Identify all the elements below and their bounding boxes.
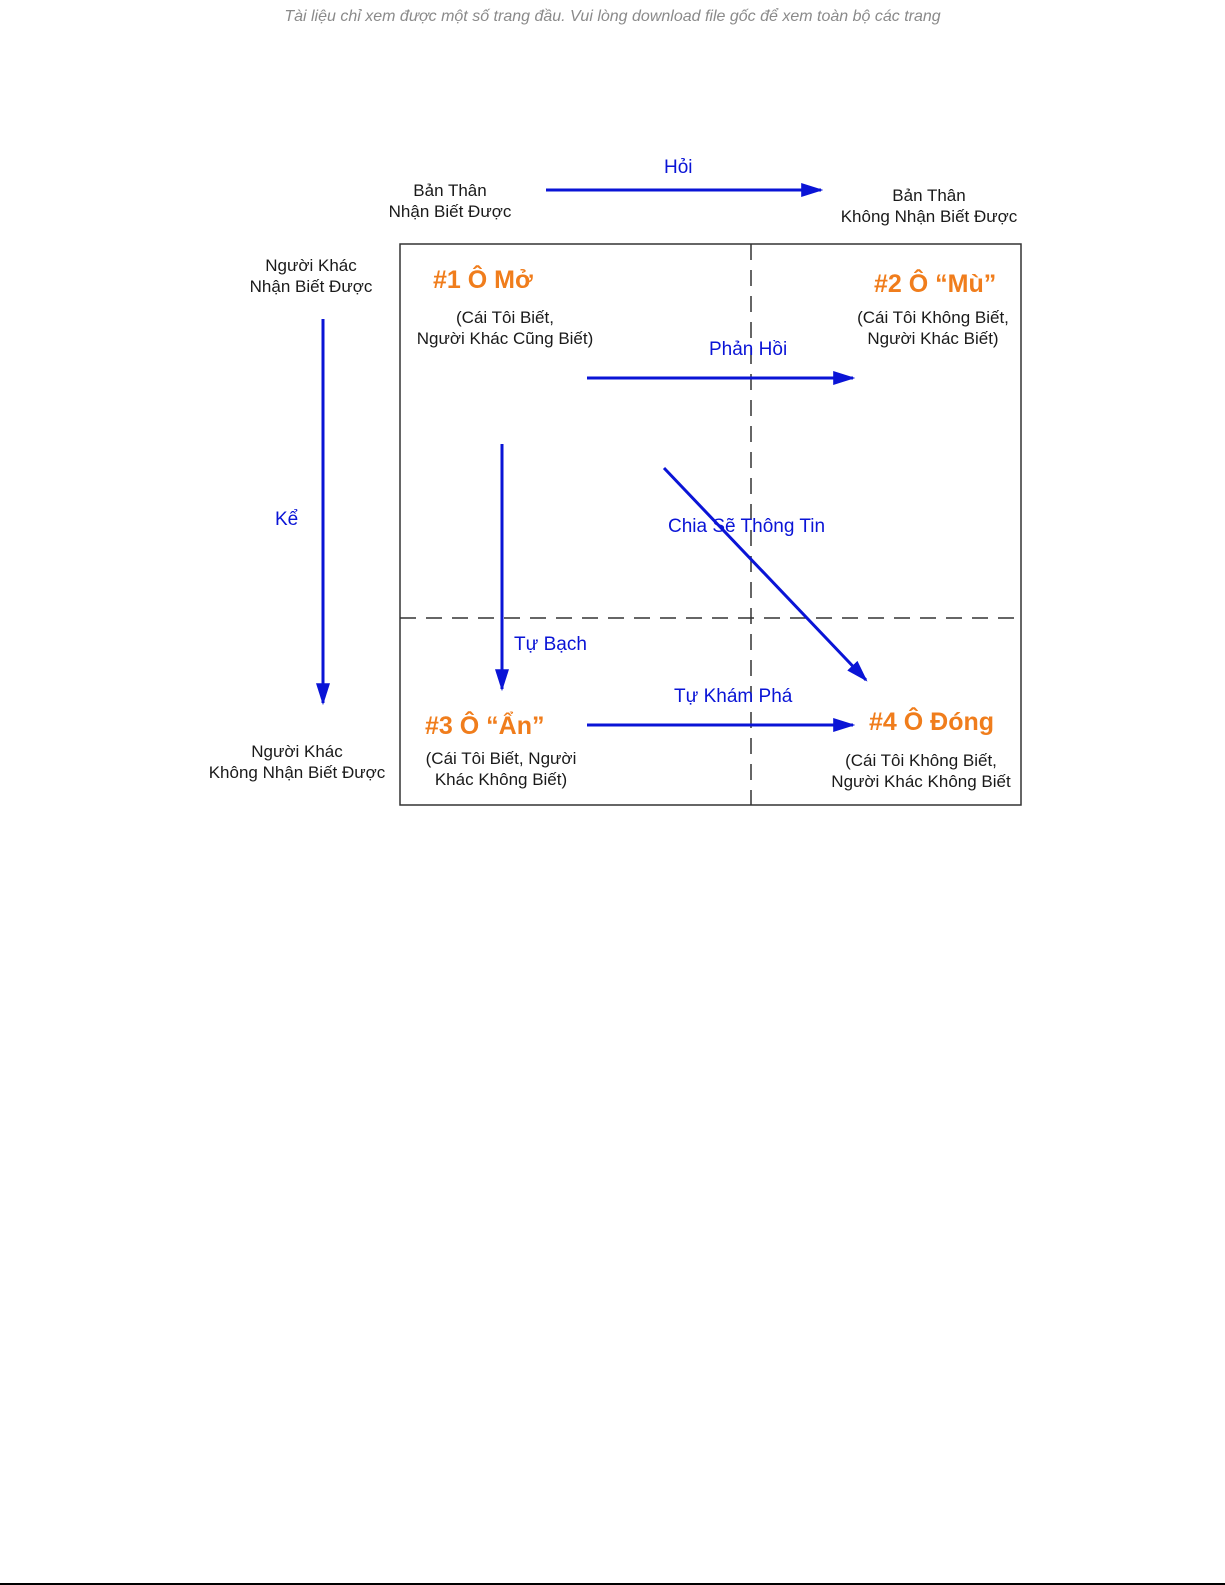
others-unknown-line2: Không Nhận Biết Được	[208, 763, 386, 782]
quadrant-3-desc-line2: Khác Không Biết)	[434, 770, 568, 789]
others-known-line2: Nhận Biết Được	[249, 277, 373, 296]
quadrant-2-desc-line1: (Cái Tôi Không Biết,	[857, 308, 1009, 327]
quadrant-1-desc-line2: Người Khác Cũng Biết)	[416, 329, 594, 348]
others-unknown-line1: Người Khác	[251, 742, 343, 761]
quadrant-3-title: #3 Ô “Ẩn”	[425, 712, 545, 740]
others-known-label	[248, 255, 374, 297]
self-unknown-label	[838, 185, 1020, 227]
share-info-label: Chia Sẽ Thông Tin	[668, 516, 826, 537]
tell-label: Kể	[275, 509, 299, 530]
quadrant-4-title: #4 Ô Đóng	[869, 708, 995, 736]
quadrant-3-desc	[416, 748, 586, 790]
share-info-arrow	[664, 468, 866, 680]
quadrant-4-desc-line2: Người Khác Không Biết	[831, 772, 1011, 791]
self-known-line1: Bản Thân	[413, 181, 487, 200]
quadrant-4-desc-line1: (Cái Tôi Không Biết,	[845, 751, 997, 770]
self-disclosure-label: Tự Bạch	[514, 634, 587, 655]
self-unknown-line2: Không Nhận Biết Được	[840, 207, 1018, 226]
others-known-line1: Người Khác	[265, 256, 357, 275]
others-unknown-label	[206, 741, 388, 783]
quadrant-1-title: #1 Ô Mở	[433, 266, 533, 294]
quadrant-3-desc-line1: (Cái Tôi Biết, Người	[425, 749, 577, 768]
feedback-label: Phản Hồi	[709, 339, 788, 360]
quadrant-2-desc	[845, 307, 1021, 349]
quadrant-1-desc	[412, 307, 598, 349]
ask-label: Hỏi	[664, 157, 693, 178]
quadrant-2-title: #2 Ô “Mù”	[874, 270, 997, 298]
self-unknown-line1: Bản Thân	[892, 186, 966, 205]
self-discovery-label: Tự Khám Phá	[674, 686, 793, 707]
quadrant-1-desc-line1: (Cái Tôi Biết,	[456, 308, 554, 327]
quadrant-2-desc-line2: Người Khác Biết)	[867, 329, 999, 348]
self-known-line2: Nhận Biết Được	[388, 202, 512, 221]
quadrant-4-desc	[826, 750, 1016, 792]
self-known-label	[388, 180, 512, 222]
preview-notice: Tài liệu chỉ xem được một số trang đầu. Vui lòng download file gốc để xem toàn bộ các trang	[284, 8, 941, 25]
